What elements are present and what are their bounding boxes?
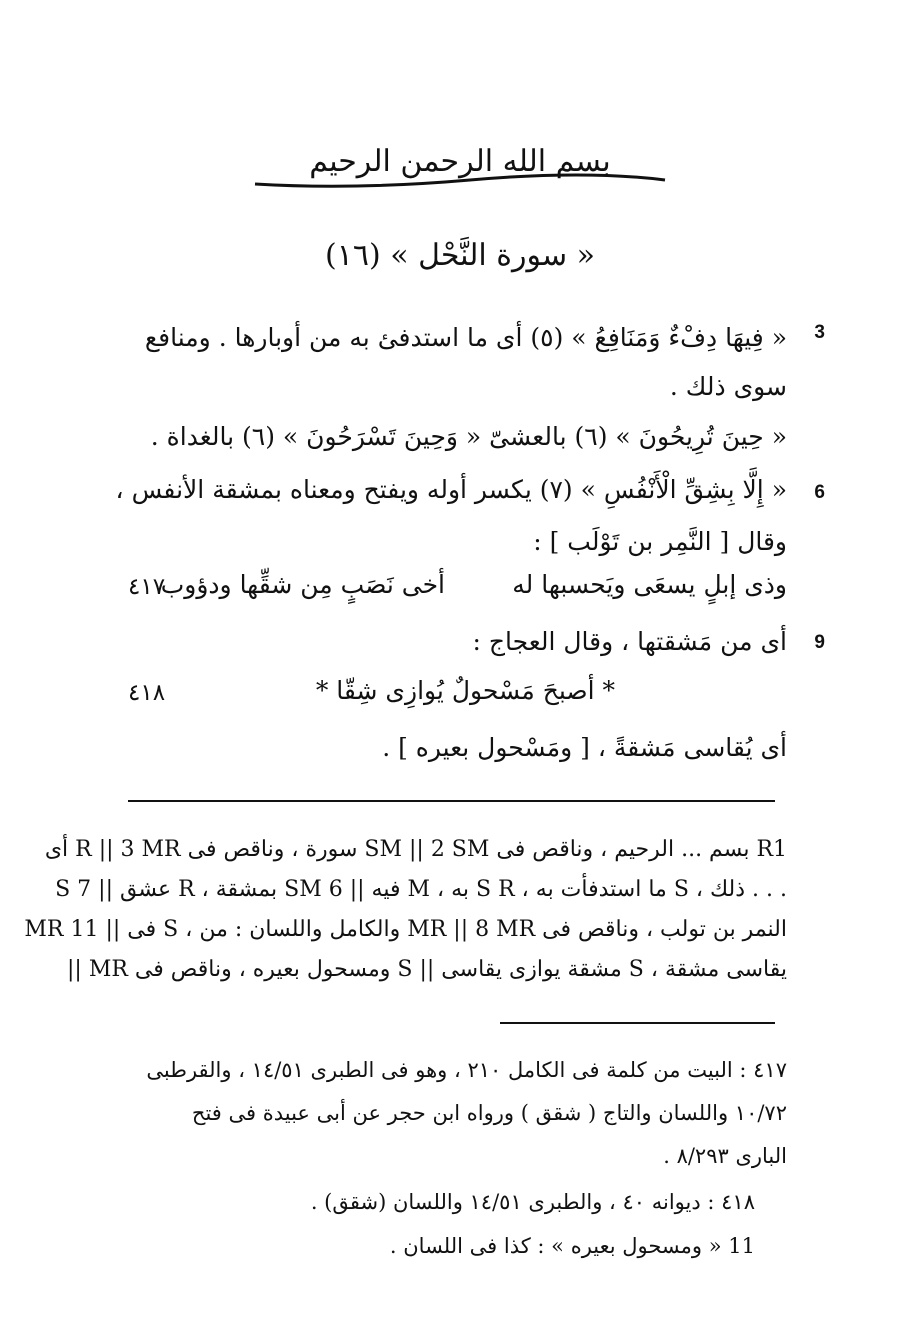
- verse-reference: ٤١٨: [128, 680, 166, 706]
- body-line: أى يُقاسى مَشقةً ، [ ومَسْحول بعيره ] .: [382, 733, 787, 762]
- sura-title: « سورة النَّحْل » (١٦): [325, 238, 595, 273]
- footnote-line: ٤١٧ : البيت من كلمة فى الكامل ٢١٠ ، وهو فى الطبرى ١٤/٥١ ، والقرطبى: [146, 1058, 787, 1082]
- body-line: أى من مَشقتها ، وقال العجاج :: [472, 627, 787, 656]
- verse-left-hemistich: أخى نَصَبٍ مِن شقِّها ودؤوب: [160, 570, 445, 599]
- body-line: وقال [ النَّمِر بن تَوْلَب ] :: [533, 527, 787, 556]
- apparatus-line: R1 بسم ... الرحيم ، وناقص فى SM || 2 SM سورة ، وناقص فى R || 3 MR أى: [44, 837, 787, 862]
- body-line: « إِلَّا بِشِقِّ الْأَنْفُسِ » (٧) يكسر أوله ويفتح ومعناه بمشقة الأنفس ،: [115, 475, 787, 504]
- apparatus-line: يقاسى مشقة ، S مشقة يوازى يقاسى || S ومسحول بعيره ، وناقص فى MR ||: [67, 957, 787, 982]
- basmala: [235, 140, 685, 210]
- footnote-divider: [500, 1022, 775, 1024]
- body-line: سوى ذلك .: [669, 372, 787, 401]
- apparatus-divider: [128, 800, 775, 802]
- apparatus-line: . . . ذلك ، S ما استدفأت به ، S R به ، M فيه || 6 SM بمشقة ، R عشق || 7 S: [55, 877, 787, 902]
- footnote-line: 11 « ومسحول بعيره » : كذا فى اللسان .: [389, 1234, 755, 1258]
- line-number: 9: [814, 632, 825, 653]
- line-number: 3: [814, 322, 825, 343]
- verse-right-hemistich: وذى إبلٍ يسعَى ويَحسبها له: [512, 570, 787, 599]
- apparatus-line: النمر بن تولب ، وناقص فى MR || 8 MR والكامل واللسان : من ، S فى || 11 MR: [24, 917, 787, 942]
- verse-reference: ٤١٧: [128, 574, 166, 600]
- body-line: « حِينَ تُرِيحُونَ » (٦) بالعشىّ « وَحِينَ تَسْرَحُونَ » (٦) بالغداة .: [150, 422, 787, 451]
- footnote-line: ٤١٨ : ديوانه ٤٠ ، والطبرى ١٤/٥١ واللسان (شقق) .: [310, 1190, 755, 1214]
- footnote-line: ١٠/٧٢ واللسان والتاج ( شقق ) ورواه ابن حجر عن أبى عبيدة فى فتح: [191, 1101, 787, 1125]
- verse-rajaz: * أصبحَ مَسْحولٌ يُوازِى شِقّا *: [315, 676, 615, 705]
- line-number: 6: [814, 482, 825, 503]
- footnote-line: البارى ٨/٢٩٣ .: [663, 1144, 787, 1168]
- basmala-text: بسم الله الرحمن الرحيم: [309, 144, 611, 179]
- body-line: « فِيهَا دِفْءٌ وَمَنَافِعُ » (٥) أى ما استدفئ به من أوبارها . ومنافع: [144, 323, 787, 352]
